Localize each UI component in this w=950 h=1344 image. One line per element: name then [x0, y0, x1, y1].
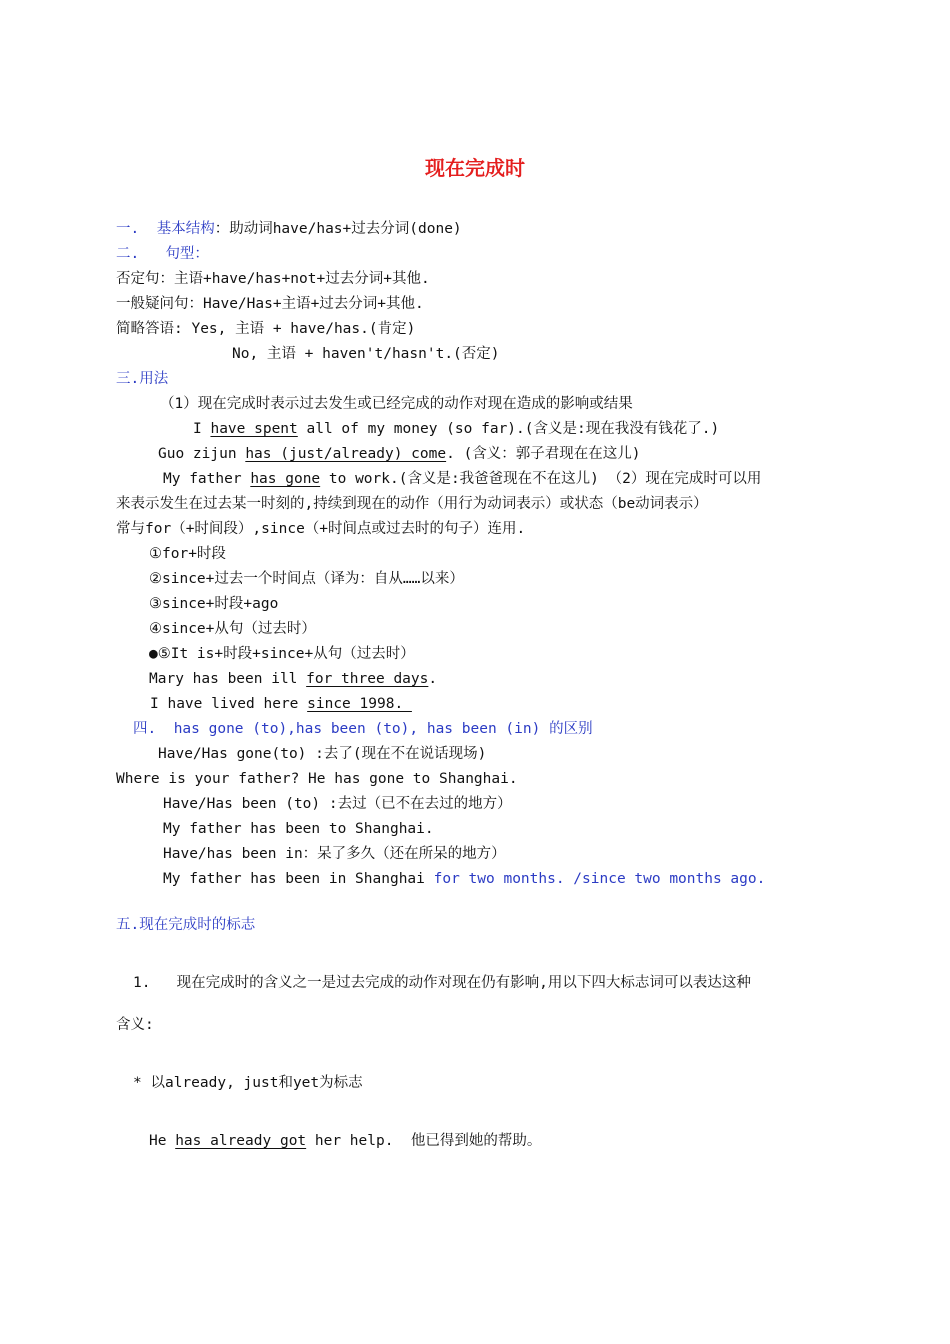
- collocation-1: ①for+时段: [149, 546, 226, 562]
- example-4-underlined: for three days: [306, 671, 429, 687]
- short-answer-negative: No, 主语 + haven't/hasn't.(否定): [232, 346, 500, 362]
- example-6-underlined: has already got: [175, 1133, 307, 1149]
- example-4: [149, 669, 437, 689]
- example-2: [158, 444, 641, 464]
- section-1-label: 基本结构: [156, 221, 215, 237]
- marker-paragraph-1-cont: 含义:: [116, 1017, 154, 1033]
- example-2-underlined: has (just/already) come: [245, 446, 447, 462]
- section-2-number: 二.: [116, 246, 140, 262]
- example-5-underlined: since 1998.: [307, 696, 412, 712]
- usage-2-text-line2: 来表示发生在过去某一时刻的,持续到现在的动作（用行为动词表示）或状态（be动词表示）: [116, 496, 708, 512]
- section-4-heading: 四. has gone (to),has been (to), has been (in) 的区别: [133, 721, 593, 737]
- example-3-end: to work.(含义是:我爸爸现在不在这儿) （2）现在完成时可以用: [320, 471, 762, 487]
- gone-to-example: Where is your father? He has gone to Shanghai.: [116, 771, 518, 787]
- example-4-end: .: [428, 671, 438, 687]
- example-5: [150, 694, 412, 714]
- example-6: [149, 1131, 541, 1151]
- been-in-example-end: .: [756, 871, 766, 887]
- collocation-5: ●⑤It is+时段+since+从句（过去时）: [149, 646, 415, 662]
- example-2-start: Guo zijun: [158, 446, 246, 462]
- been-to-example: My father has been to Shanghai.: [163, 821, 434, 837]
- question-sentence-rule: 一般疑问句：Have/Has+主语+过去分词+其他.: [116, 296, 424, 312]
- negative-sentence-rule: 否定句：主语+have/has+not+过去分词+其他.: [116, 271, 430, 287]
- marker-paragraph-1: 1. 现在完成时的含义之一是过去完成的动作对现在仍有影响,用以下四大标志词可以表达这种: [133, 975, 751, 991]
- short-answer-positive: 简略答语: Yes, 主语 + have/has.(肯定): [116, 321, 416, 337]
- example-3: [163, 469, 761, 489]
- usage-2-text-line3: 常与for（+时间段）,since（+时间点或过去时的句子）连用.: [116, 521, 526, 537]
- example-6-end: her help. 他已得到她的帮助。: [306, 1133, 542, 1149]
- been-to-rule: Have/Has been (to) :去过（已不在去过的地方）: [163, 796, 512, 812]
- example-1: [193, 419, 719, 439]
- section-1-text: ：助动词have/has+过去分词(done): [214, 221, 462, 237]
- example-4-start: Mary has been ill: [149, 671, 307, 687]
- been-in-rule: Have/has been in：呆了多久（还在所呆的地方）: [163, 846, 506, 862]
- gone-to-rule: Have/Has gone(to) :去了(现在不在说话现场): [158, 746, 487, 762]
- been-in-example-highlight: for two months. /since two months ago: [433, 871, 757, 887]
- example-5-start: I have lived here: [150, 696, 308, 712]
- example-3-start: My father: [163, 471, 251, 487]
- usage-1-text: （1）现在完成时表示过去发生或已经完成的动作对现在造成的影响或结果: [160, 396, 633, 412]
- example-1-end: all of my money (so far).(含义是:现在我没有钱花了.): [297, 421, 720, 437]
- example-1-start: I: [193, 421, 211, 437]
- been-in-example: [163, 869, 765, 889]
- collocation-3: ③since+时段+ago: [149, 596, 279, 612]
- page-title: 现在完成时: [425, 156, 525, 180]
- section-1-heading: [116, 219, 462, 239]
- example-2-end: . (含义：郭子君现在在这儿): [446, 446, 641, 462]
- section-2-label: 句型：: [165, 246, 209, 262]
- example-6-start: He: [149, 1133, 176, 1149]
- section-1-number: 一.: [116, 221, 140, 237]
- example-1-underlined: have spent: [210, 421, 298, 437]
- collocation-4: ④since+从句（过去时）: [149, 621, 316, 637]
- section-5-heading: 五.现在完成时的标志: [116, 917, 256, 933]
- collocation-2: ②since+过去一个时间点（译为：自从……以来）: [149, 571, 464, 587]
- section-2-heading: [116, 244, 209, 264]
- been-in-example-start: My father has been in Shanghai: [163, 871, 434, 887]
- section-3-heading: 三.用法: [116, 371, 169, 387]
- marker-heading-already-just-yet: * 以already, just和yet为标志: [133, 1075, 363, 1091]
- example-3-underlined: has gone: [250, 471, 321, 487]
